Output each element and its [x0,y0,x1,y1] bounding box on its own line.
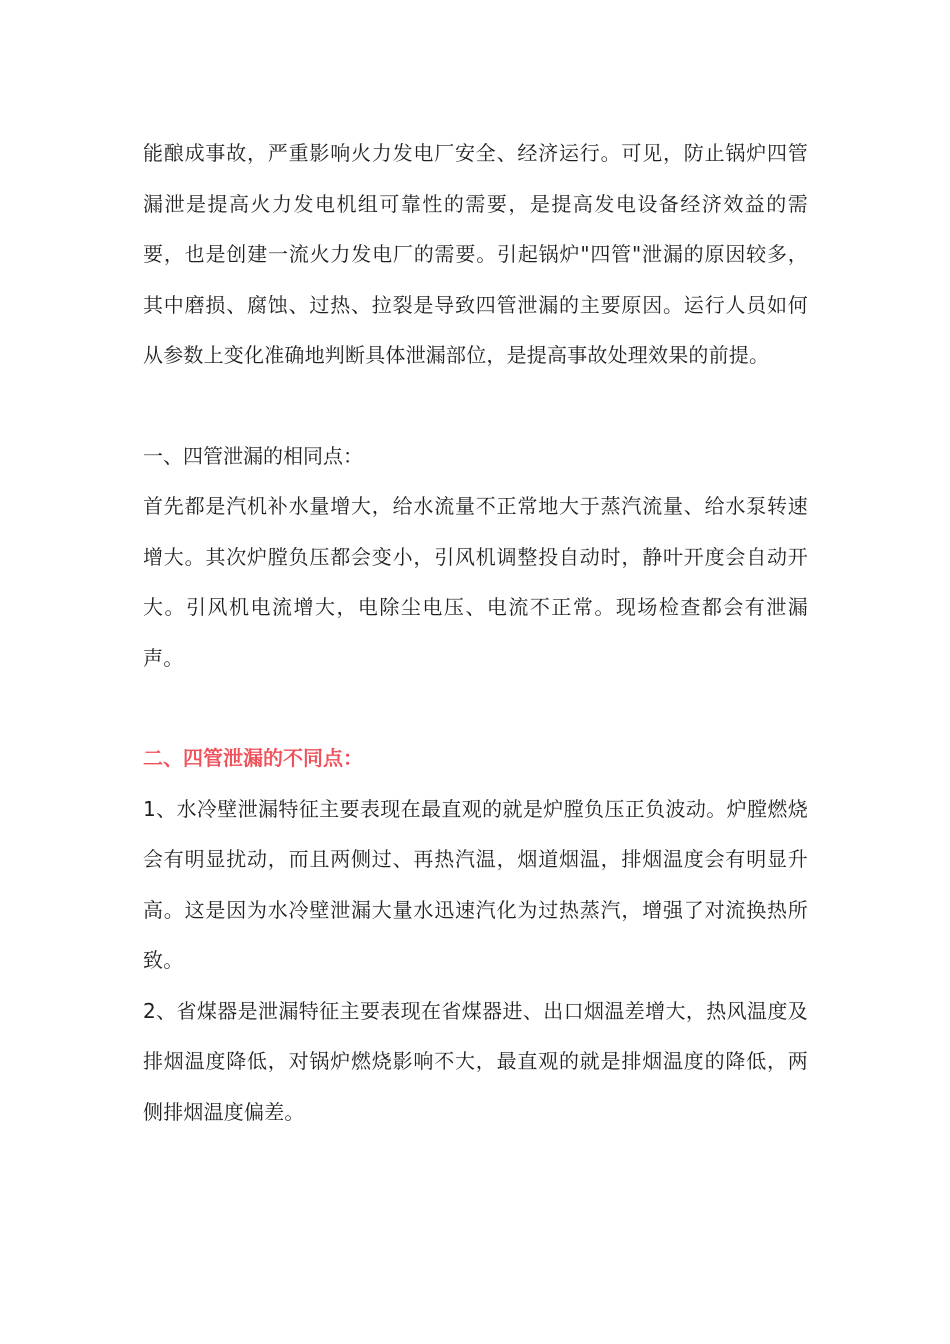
section1-paragraph: 首先都是汽机补水量增大，给水流量不正常地大于蒸汽流量、给水泵转速增大。其次炉膛负压都会变小，引风机调整投自动时，静叶开度会自动开大。引风机电流增大，电除尘电压、电流不正常。现场检查都会有泄漏声。 [143,494,808,670]
section2-item-1: 1、水冷壁泄漏特征主要表现在最直观的就是炉膛负压正负波动。炉膛燃烧会有明显扰动，而且两侧过、再热汽温，烟道烟温，排烟温度会有明显升高。这是因为水冷壁泄漏大量水迅速汽化为过热蒸汽，增强了对流换热所致。 [143,796,808,972]
section1-heading: 一、四管泄漏的相同点： [143,443,363,468]
intro-paragraph: 能酿成事故，严重影响火力发电厂安全、经济运行。可见，防止锅炉四管漏泄是提高火力发电机组可靠性的需要，是提高发电设备经济效益的需要，也是创建一流火力发电厂的需要。引起锅炉"四管"泄漏的原因较多，其中磨损、腐蚀、过热、拉裂是导致四管泄漏的主要原因。运行人员如何从参数上变化准确地判断具体泄漏部位，是提高事故处理效果的前提。 [143,141,808,367]
section2-heading: 二、四管泄漏的不同点： [143,746,363,770]
section-spacer [143,381,808,431]
document-body [143,128,808,1137]
section-spacer [143,683,808,733]
section2-item-2: 2、省煤器是泄漏特征主要表现在省煤器进、出口烟温差增大，热风温度及排烟温度降低，对锅炉燃烧影响不大，最直观的就是排烟温度的降低，两侧排烟温度偏差。 [143,998,808,1124]
